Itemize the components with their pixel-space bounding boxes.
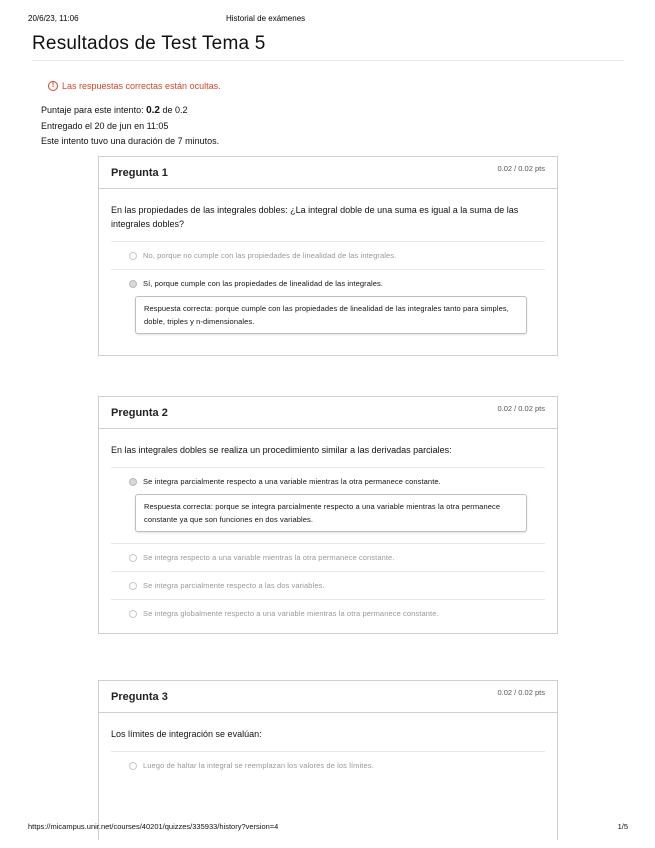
answer-text: Sí, porque cumple con las propiedades de linealidad de las integrales.	[143, 279, 384, 288]
print-page-title: Historial de exámenes	[226, 14, 306, 23]
radio-icon	[129, 762, 137, 770]
radio-selected-icon	[129, 280, 137, 288]
question-text: En las integrales dobles se realiza un procedimiento similar a las derivadas parciales:	[111, 445, 452, 455]
score-value: 0.2	[146, 105, 160, 116]
answer-list	[111, 241, 545, 345]
question-text: Los límites de integración se evalúan:	[111, 729, 262, 739]
radio-icon	[129, 252, 137, 260]
question-points: 0.02 / 0.02 pts	[497, 688, 545, 697]
answer-option-selected[interactable]	[111, 269, 545, 345]
question-card	[98, 396, 558, 634]
correct-answer-feedback: Respuesta correcta: porque se integra parcialmente respecto a una variable mientras la otra permanece constante ya que son funciones en dos variables.	[135, 494, 527, 532]
question-header	[99, 681, 557, 713]
page-number: 1/5	[617, 822, 628, 831]
radio-icon	[129, 610, 137, 618]
score-line	[41, 103, 219, 119]
answer-option[interactable]	[111, 543, 545, 571]
radio-selected-icon	[129, 478, 137, 486]
page-title: Resultados de Test Tema 5	[32, 33, 266, 54]
answer-text: Se integra globalmente respecto a una variable mientras la otra permanece constante.	[143, 609, 439, 618]
answer-option[interactable]	[111, 751, 545, 779]
radio-icon	[129, 582, 137, 590]
print-header	[28, 14, 628, 26]
question-number: Pregunta 1	[111, 167, 168, 179]
answer-text: Se integra respecto a una variable mientras la otra permanece constante.	[143, 553, 395, 562]
question-text: En las propiedades de las integrales dobles: ¿La integral doble de una suma es igual a la suma de las integrales dobles?	[111, 205, 519, 229]
submitted-line: Entregado el 20 de jun en 11:05	[41, 120, 169, 131]
answer-text: No, porque no cumple con las propiedades de linealidad de las integrales.	[143, 251, 397, 260]
question-number: Pregunta 2	[111, 407, 168, 419]
warning-circle-icon: !	[48, 81, 58, 91]
correct-answer-feedback: Respuesta correcta: porque cumple con las propiedades de linealidad de las integrales tanto para simples, doble, triples y n-dimensionales.	[135, 296, 527, 334]
question-card	[98, 680, 558, 840]
score-suffix: de 0.2	[159, 105, 188, 115]
answer-list	[111, 467, 545, 627]
print-footer	[28, 822, 628, 831]
answer-option[interactable]	[111, 571, 545, 599]
hidden-answers-notice	[48, 81, 221, 91]
question-number: Pregunta 3	[111, 691, 168, 703]
answer-text: Luego de haltar la integral se reemplazan los valores de los límites.	[143, 761, 374, 770]
radio-icon	[129, 554, 137, 562]
notice-text: Las respuestas correctas están ocultas.	[62, 81, 221, 91]
question-card	[98, 156, 558, 356]
question-points: 0.02 / 0.02 pts	[497, 164, 545, 173]
answer-list	[111, 751, 545, 779]
question-points: 0.02 / 0.02 pts	[497, 404, 545, 413]
score-prefix: Puntaje para este intento:	[41, 105, 147, 115]
question-header	[99, 397, 557, 429]
print-datetime: 20/6/23, 11:06	[28, 14, 79, 23]
answer-option[interactable]	[111, 599, 545, 627]
answer-option[interactable]	[111, 241, 545, 269]
duration-line: Este intento tuvo una duración de 7 minutos.	[41, 136, 220, 146]
page-url: https://micampus.unir.net/courses/40201/quizzes/335933/history?version=4	[28, 822, 279, 831]
answer-text: Se integra parcialmente respecto a una variable mientras la otra permanece constante.	[143, 477, 441, 486]
answer-text: Se integra parcialmente respecto a las dos variables.	[143, 581, 325, 590]
question-header	[99, 157, 557, 189]
attempt-summary	[41, 103, 219, 150]
title-divider	[32, 60, 624, 61]
answer-option-selected[interactable]	[111, 467, 545, 543]
